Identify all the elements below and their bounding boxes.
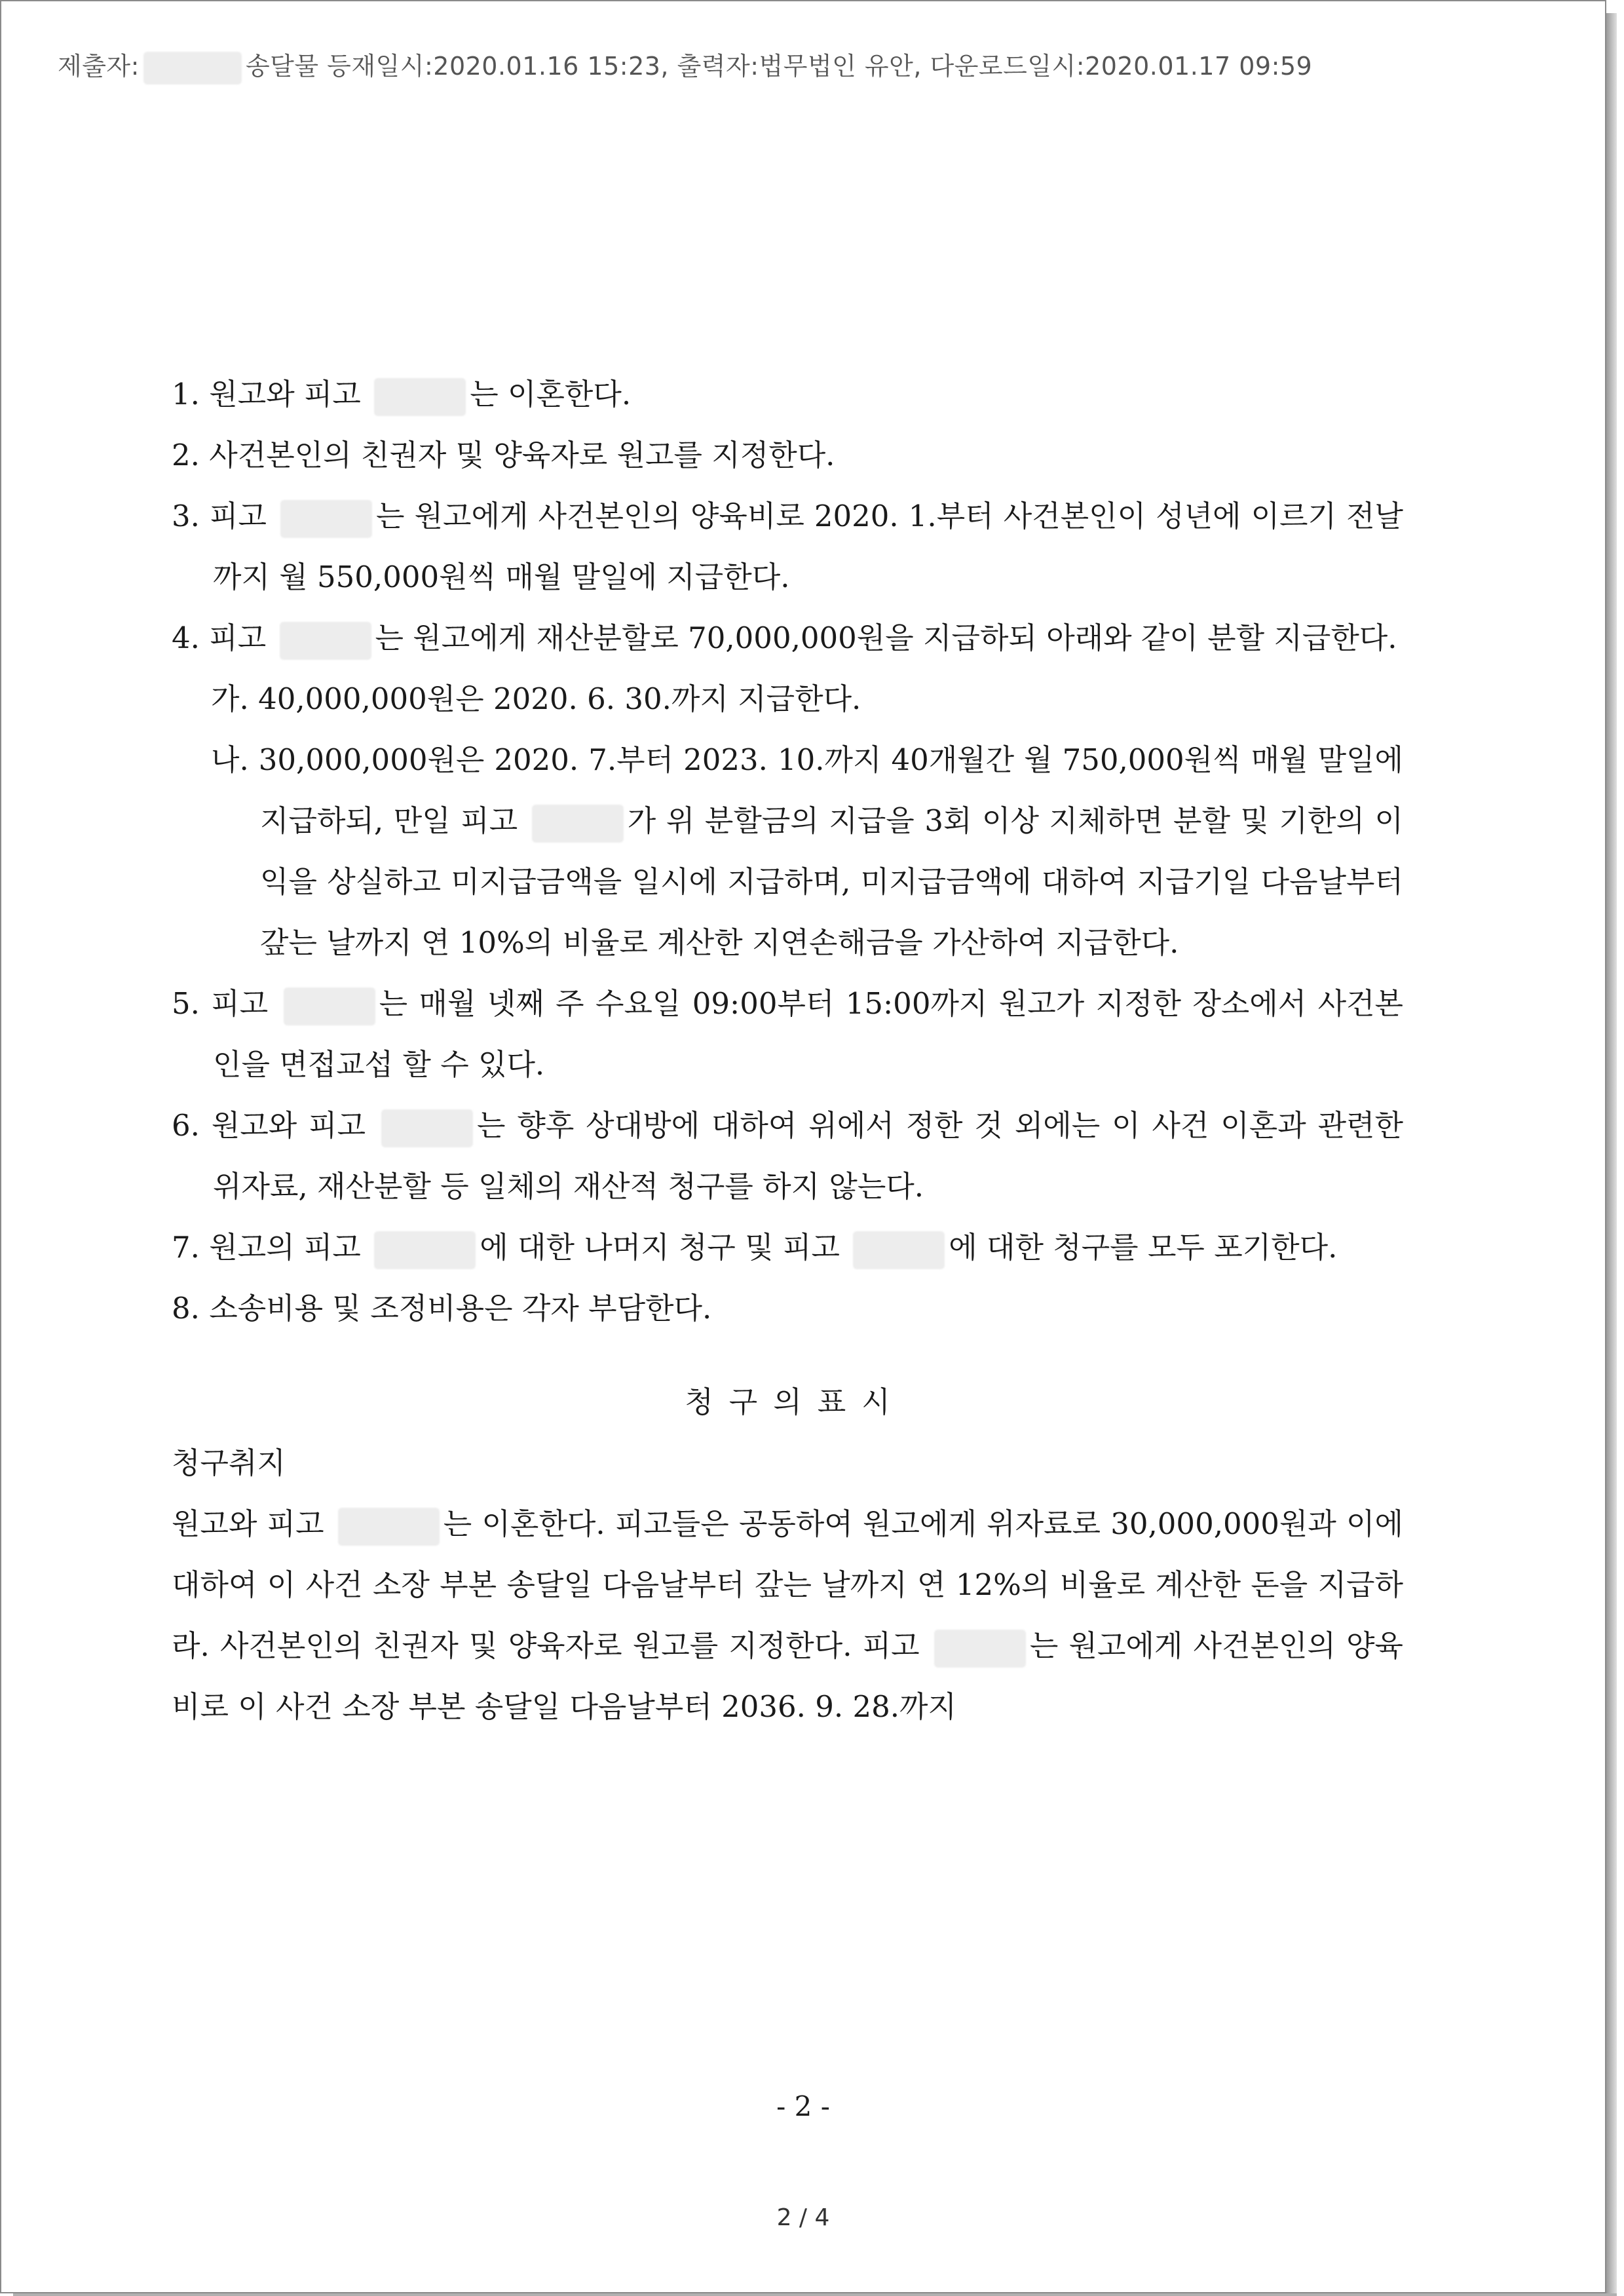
redacted-name (280, 622, 371, 660)
list-item-8: 8. 소송비용 및 조정비용은 각자 부담한다. (172, 1291, 712, 1326)
submission-header (58, 46, 1312, 85)
list-item-6: 6. 원고와 피고 는 향후 상대방에 대하여 위에서 정한 것 외에는 이 사건 이혼과 관련한 위자료, 재산분할 등 일체의 재산적 청구를 하지 않는다. (172, 1108, 1403, 1204)
redacted-name (381, 1109, 473, 1147)
redacted-name (934, 1630, 1026, 1668)
list-item-2: 2. 사건본인의 친권자 및 양육자로 원고를 지정한다. (172, 438, 835, 472)
page-shadow (1606, 13, 1617, 2296)
page-number: - 2 - (776, 2090, 830, 2122)
list-item-1: 1. 원고와 피고 는 이혼한다. (172, 364, 1403, 425)
section-subtitle: 청구취지 (172, 1445, 286, 1480)
list-item-7: 7. 원고의 피고 에 대한 나머지 청구 및 피고 에 대한 청구를 모두 포기한다. (172, 1217, 1403, 1278)
redacted-name (532, 805, 624, 843)
redacted-name (280, 500, 372, 538)
section-title: 청구의표시 (685, 1385, 906, 1419)
list-item-5: 5. 피고 는 매월 넷째 주 수요일 09:00부터 15:00까지 원고가 지정한 장소에서 사건본인을 면접교섭 할 수 있다. (172, 986, 1404, 1082)
document-body (172, 364, 1403, 1737)
header-text: 송달물 등재일시:2020.01.16 15:23, 출력자:법무법인 유안, 다운로드일시:2020.01.17 09:59 (245, 52, 1313, 81)
redacted-name (374, 1231, 476, 1269)
page-shadow-bottom (13, 2293, 1617, 2296)
redacted-name (853, 1231, 945, 1269)
page-count: 2 / 4 (776, 2204, 830, 2231)
header-prefix: 제출자: (58, 52, 140, 81)
redacted-name (338, 1508, 440, 1546)
sub-item-ga: 가. 40,000,000원은 2020. 6. 30.까지 지급한다. (211, 681, 861, 716)
sub-item-na: 나. 30,000,000원은 2020. 7.부터 2023. 10.까지 40개월간 월 750,000원씩 매월 말일에 지급하되, 만일 피고 가 위 분할금의 지급을 3회 이상 지체하면 분할 및 기한의 이익을 상실하고 미지급금액을 일시에 지급하며, 미지급금액에 대하여 지급기일 다음날부터 갚는 날까지 연 10%의 비율로 계산한 지연손해금을 가산하여 지급한다. (211, 742, 1403, 960)
claim-paragraph: 원고와 피고 는 이혼한다. 피고들은 공동하여 원고에게 위자료로 30,000,000원과 이에 대하여 이 사건 소장 부본 송달일 다음날부터 갚는 날까지 연 12%의 비율로 계산한 돈을 지급하라. 사건본인의 친권자 및 양육자로 원고를 지정한다. 피고 는 원고에게 사건본인의 양육비로 이 사건 소장 부본 송달일 다음날부터 2036. 9. 28.까지 (172, 1506, 1403, 1724)
redacted-name (284, 987, 375, 1025)
redacted-name (143, 52, 242, 85)
list-item-3: 3. 피고 는 원고에게 사건본인의 양육비로 2020. 1.부터 사건본인이 성년에 이르기 전날까지 월 550,000원씩 매월 말일에 지급한다. (172, 499, 1404, 594)
list-item-4: 4. 피고 는 원고에게 재산분할로 70,000,000원을 지급하되 아래와 같이 분할 지급한다. (172, 607, 1403, 668)
redacted-name (374, 378, 466, 416)
